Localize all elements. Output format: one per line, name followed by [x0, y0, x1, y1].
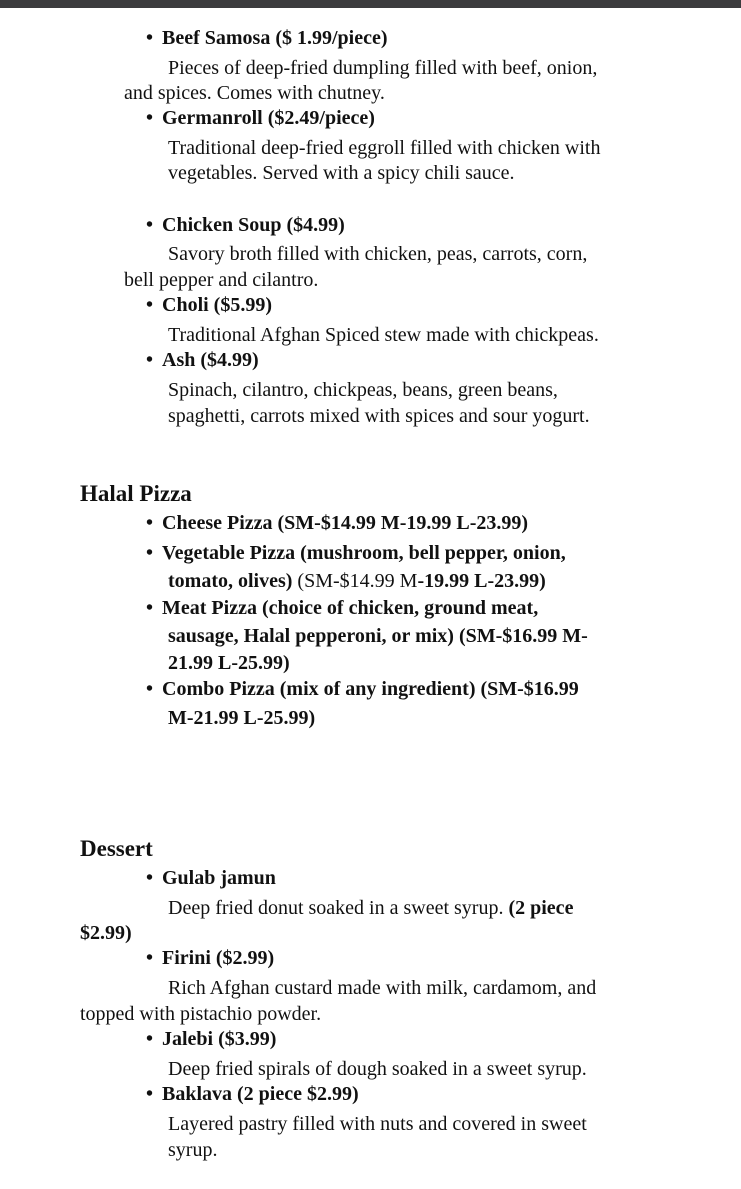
pizza-text: tomato, olives)	[168, 570, 293, 592]
pizza-item-combo: Combo Pizza (mix of any ingredient) (SM-$16.99	[162, 678, 579, 700]
menu-item-firini	[146, 945, 274, 971]
item-title: Baklava (2 piece $2.99)	[162, 1083, 359, 1105]
item-title: Germanroll ($2.49/piece)	[162, 107, 375, 129]
top-status-bar	[0, 0, 741, 8]
pizza-item-combo-line2: M-21.99 L-25.99)	[168, 707, 316, 729]
item-title: Choli ($5.99)	[162, 294, 272, 316]
menu-item-ash	[146, 347, 259, 373]
item-description: Traditional deep-fried eggroll filled with chicken with	[168, 137, 601, 159]
item-description: topped with pistachio powder.	[80, 1003, 322, 1025]
item-description: Pieces of deep-fried dumpling filled with beef, onion,	[168, 57, 598, 79]
item-title: Firini ($2.99)	[162, 947, 275, 969]
bullet: •	[146, 294, 154, 316]
section-heading-halal-pizza: Halal Pizza	[80, 481, 192, 506]
item-title: Beef Samosa ($ 1.99/piece)	[162, 27, 388, 49]
item-description: Deep fried spirals of dough soaked in a sweet syrup.	[168, 1058, 587, 1080]
bullet: •	[146, 1083, 154, 1105]
item-description: spaghetti, carrots mixed with spices and sour yogurt.	[168, 405, 590, 427]
menu-item-choli	[146, 292, 272, 318]
menu-item-jalebi	[146, 1026, 276, 1052]
item-description: bell pepper and cilantro.	[124, 269, 319, 291]
bullet: •	[146, 349, 154, 371]
menu-item-germanroll	[146, 105, 375, 131]
pizza-item-meat: Meat Pizza (choice of chicken, ground meat,	[162, 597, 539, 619]
item-description: Spinach, cilantro, chickpeas, beans, green beans,	[168, 379, 558, 401]
item-description: Savory broth filled with chicken, peas, carrots, corn,	[168, 243, 588, 265]
menu-item-baklava	[146, 1081, 359, 1107]
item-description	[168, 895, 573, 921]
bullet: •	[146, 512, 154, 534]
bullet: •	[146, 947, 154, 969]
bullet: •	[146, 597, 154, 619]
item-description: Layered pastry filled with nuts and covered in sweet	[168, 1113, 587, 1135]
item-title: Chicken Soup ($4.99)	[162, 214, 345, 236]
description-price: (2 piece	[508, 897, 574, 919]
menu-item-beef-samosa	[146, 25, 388, 51]
bullet: •	[146, 1028, 154, 1050]
item-description-price: $2.99)	[80, 922, 132, 944]
pizza-price-bold: -19.99 L-23.99)	[417, 570, 546, 592]
section-heading-dessert: Dessert	[80, 836, 153, 861]
bullet: •	[146, 867, 154, 889]
menu-item-chicken-soup	[146, 212, 345, 238]
pizza-item-vegetable-line2	[168, 568, 546, 594]
bullet: •	[146, 27, 154, 49]
bullet: •	[146, 678, 154, 700]
bullet: •	[146, 107, 154, 129]
item-description: vegetables. Served with a spicy chili sauce.	[168, 162, 515, 184]
item-description: Rich Afghan custard made with milk, cardamom, and	[168, 977, 597, 999]
menu-item-gulab-jamun	[146, 865, 276, 891]
pizza-item-meat-line3: 21.99 L-25.99)	[168, 652, 290, 674]
pizza-item-meat-line2: sausage, Halal pepperoni, or mix) (SM-$16.99 M-	[168, 625, 588, 647]
item-title: Jalebi ($3.99)	[162, 1028, 277, 1050]
bullet: •	[146, 214, 154, 236]
item-description: and spices. Comes with chutney.	[124, 82, 385, 104]
item-description: syrup.	[168, 1139, 218, 1161]
description-text: Deep fried donut soaked in a sweet syrup.	[168, 897, 509, 919]
pizza-item-cheese: Cheese Pizza (SM-$14.99 M-19.99 L-23.99)	[162, 512, 529, 534]
pizza-price-normal: (SM-$14.99 M	[292, 570, 418, 592]
item-description: Traditional Afghan Spiced stew made with chickpeas.	[168, 324, 599, 346]
item-title: Gulab jamun	[162, 867, 276, 889]
item-title: Ash ($4.99)	[162, 349, 259, 371]
pizza-item-vegetable: Vegetable Pizza (mushroom, bell pepper, onion,	[162, 542, 566, 564]
bullet: •	[146, 542, 154, 564]
